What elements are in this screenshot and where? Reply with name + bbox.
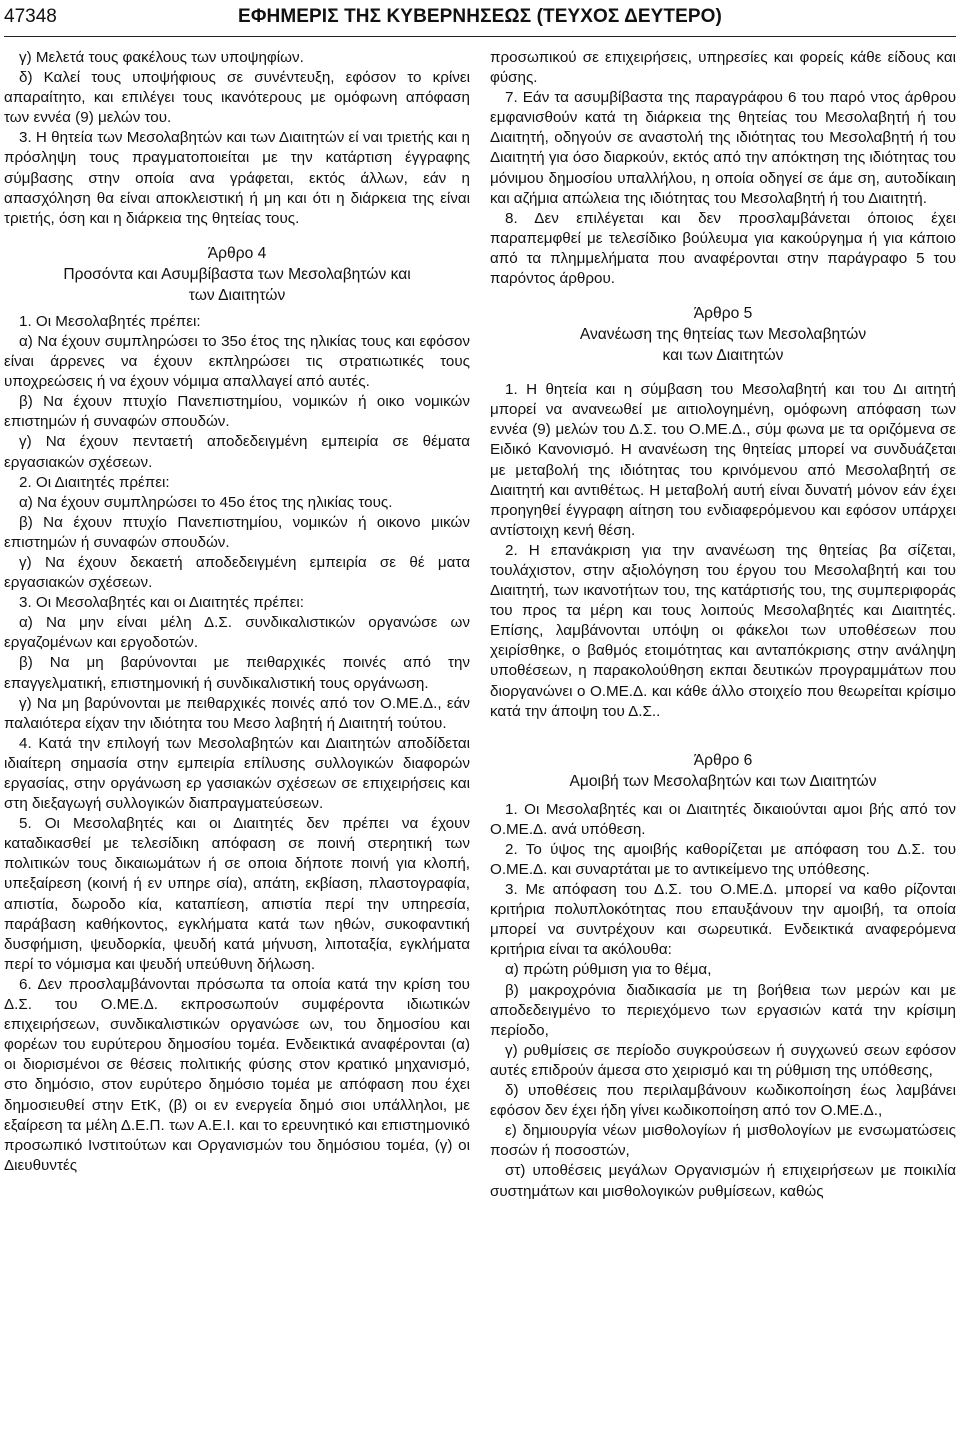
article-6-heading xyxy=(490,750,956,792)
article-title: και των Διαιτητών xyxy=(662,347,784,365)
paragraph: 2. Το ύψος της αμοιβής καθορίζεται με απόφαση του Δ.Σ. του Ο.ΜΕ.Δ. και συναρτάται με το αντικείμενο της υπόθεσης. xyxy=(490,840,956,878)
paragraph: α) Να έχουν συμπληρώσει το 35ο έτος της ηλικίας τους και εφόσον είναι άρρενες να έχουν εκπληρώσει τις στρατιωτικές τους υποχρεώσεις ή να έχουν νόμιμα απαλλαγεί από αυτές. xyxy=(4,332,470,391)
paragraph: 3. Με απόφαση του Δ.Σ. του Ο.ΜΕ.Δ. μπορεί να καθο ρίζονται κριτήρια πολυπλοκότητας που επαυξάνουν την αμοιβή, τα οποία μπορεί να συντρέχουν και σωρευτικά. Ενδεικτικά αναφερόμενα κριτήρια είναι τα ακόλουθα: xyxy=(490,881,956,959)
paragraph: 7. Εάν τα ασυμβίβαστα της παραγράφου 6 του παρό ντος άρθρου εμφανισθούν κατά τη διάρκεια της θητείας του Μεσολαβητή ή του Διαιτητή, οδηγούν σε αναστολή της ιδιότητας του Μεσολαβητή ή του Διαιτητή για όσο διαρκούν, εκτός από την απόκτηση της ιδιότητας του μόνιμου δημοσίου υπαλλήλου, η οποία οδηγεί σε άμε ση, αυτοδίκαιη και αζήμια απώλεια της ιδιότητας του Μεσολαβητή ή του Διαιτητή. xyxy=(490,89,956,207)
paragraph: 1. Οι Μεσολαβητές και οι Διαιτητές δικαιούνται αμοι βής από τον Ο.ΜΕ.Δ. ανά υπόθεση. xyxy=(490,800,956,838)
paragraph: στ) υποθέσεις μεγάλων Οργανισμών ή επιχειρήσεων με ποικιλία συστημάτων και μισθολογικών ρυθμίσεων, καθώς xyxy=(490,1162,956,1200)
paragraph: 4. Κατά την επιλογή των Μεσολαβητών και Διαιτητών αποδίδεται ιδιαίτερη σημασία στην εμπειρία επίλυσης συλλογικών διαφορών εργασίας, στην οργάνωση ερ γασιακών σχέσεων σε επιχειρήσεις και στη διεξαγωγή συλλογικών διαπραγματεύσεων. xyxy=(4,734,470,813)
left-column xyxy=(4,48,470,1176)
journal-title: ΕΦΗΜΕΡΙΣ ΤΗΣ ΚΥΒΕΡΝΗΣΕΩΣ (ΤΕΥΧΟΣ ΔΕΥΤΕΡΟ) xyxy=(238,6,722,27)
article-4-heading xyxy=(4,243,470,306)
paragraph: γ) Να έχουν πενταετή αποδεδειγμένη εμπειρία σε θέματα εργασιακών σχέσεων. xyxy=(4,433,470,471)
paragraph: προσωπικού σε επιχειρήσεις, υπηρεσίες και φορείς κάθε είδους και φύσης. xyxy=(490,49,956,87)
page-number: 47348 xyxy=(4,6,57,27)
article-number: Άρθρο 6 xyxy=(693,751,753,769)
paragraph: ε) δημιουργία νέων μισθολογίων ή μισθολογίων με ενσωματώσεις ποσών ή ποσοστών, xyxy=(490,1122,956,1160)
paragraph: β) μακροχρόνια διαδικασία με τη βοήθεια των μερών και με αποδεδειγμένο το περιεχόμενο των εργασιών κατά την κρίσιμη περίοδο, xyxy=(490,981,956,1039)
paragraph: 5. Οι Μεσολαβητές και οι Διαιτητές δεν πρέπει να έχουν καταδικασθεί με τελεσίδικη απόφαση σε ποινή στερητική των πολιτικών τους δικαιωμάτων ή σε οποια δήποτε ποινή για κλοπή, υπεξαίρεση (κοινή ή εν υπηρε σία), απάτη, εκβίαση, πλαστογραφία, απιστία, δωροδο κία, καταπίεση, απιστία περί την υπηρεσία, παράβαση καθήκοντος, εγκλήματα κατά των ηθών, συκοφαντική δυσφήμιση, ψευδορκία, ψευδή κατά μήνυση, λιποταξία, εγκλήματα περί το νόμισμα και ψευδή υπεύθυνη δήλωση. xyxy=(4,815,470,973)
paragraph: δ) Καλεί τους υποψήφιους σε συνέντευξη, εφόσον το κρίνει απαραίτητο, και επιλέγει τους ικανότερους με ομόφωνη απόφαση των εννέα (9) μελών του. xyxy=(4,69,470,127)
paragraph: γ) Να έχουν δεκαετή αποδεδειγμένη εμπειρία σε θέ ματα εργασιακών σχέσεων. xyxy=(4,553,470,592)
paragraph: α) Να μην είναι μέλη Δ.Σ. συνδικαλιστικών οργανώσε ων εργαζομένων και εργοδοτών. xyxy=(4,614,470,652)
paragraph: 3. Η θητεία των Μεσολαβητών και των Διαιτητών εί ναι τριετής και η πρόσληψη τους πραγματοποιείται με την κατάρτιση έγγραφης σύμβασης στην οποία ανα γράφεται, εκτός άλλων, εάν η απασχόληση θα είναι αποκλειστική ή μη και ότι η διάρκεια της είναι τριετής, όση και η διάρκεια της θητείας τους. xyxy=(4,129,470,227)
paragraph: β) Να μη βαρύνονται με πειθαρχικές ποινές από την επαγγελματική, επιστημονική ή συνδικαλιστική τους οργάνωση. xyxy=(4,654,470,692)
article-number: Άρθρο 4 xyxy=(207,244,267,262)
paragraph: γ) Να μη βαρύνονται με πειθαρχικές ποινές από τον Ο.ΜΕ.Δ., εάν παλαιότερα είχαν την ιδιότητα του Μεσο λαβητή ή Διαιτητή τούτου. xyxy=(4,694,470,732)
paragraph: β) Να έχουν πτυχίο Πανεπιστημίου, νομικών ή οικο νομικών επιστημών ή συναφών σπουδών. xyxy=(4,393,470,431)
article-5-heading xyxy=(490,303,956,366)
paragraph: 1. Οι Μεσολαβητές πρέπει: xyxy=(19,312,201,330)
paragraph: α) πρώτη ρύθμιση για το θέμα, xyxy=(505,961,712,979)
article-title: Ανανέωση της θητείας των Μεσολαβητών xyxy=(579,326,867,344)
paragraph: 3. Οι Μεσολαβητές και οι Διαιτητές πρέπει: xyxy=(19,594,305,612)
paragraph: 2. Οι Διαιτητές πρέπει: xyxy=(19,473,170,491)
header-rule xyxy=(4,36,956,37)
page-header xyxy=(4,4,956,34)
paragraph: γ) ρυθμίσεις σε περίοδο συγκρούσεων ή συγχωνεύ σεων εφόσον αυτές επιδρούν άμεσα στο χειρισμό και τη ρύθμιση της υπόθεσης, xyxy=(490,1041,956,1079)
paragraph: 6. Δεν προσλαμβάνονται πρόσωπα τα οποία κατά την κρίση του Δ.Σ. του Ο.ΜΕ.Δ. εκπροσωπούν συμφέροντα ιδιωτικών επιχειρήσεων, συνδικαλιστικών οργανώσε ων, του δημοσίου και φορέων του ευρύτερου δημοσίου τομέα. Ενδεικτικά αναφέρονται (α) οι διορισμένοι σε θέσεις πολιτικής φύσης στον κρατικό μηχανισμό, στο δημόσιο, στον ευρύτερο δημόσιο τομέα με απόφαση που έχει δημοσιευθεί στην ΕτΚ, (β) οι εν ενεργεία δημό σιοι υπάλληλοι, με εξαίρεση τα μέλη Δ.Ε.Π. των Α.Ε.Ι. και το ερευνητικό και επιστημονικό προσωπικό Ινστιτούτων και Οργανισμών του δημόσιου τομέα, (γ) οι Διευθυντές xyxy=(4,975,470,1174)
article-number: Άρθρο 5 xyxy=(693,305,753,323)
article-title: Αμοιβή των Μεσολαβητών και των Διαιτητών xyxy=(569,772,877,790)
article-title: των Διαιτητών xyxy=(188,286,286,304)
paragraph: α) Να έχουν συμπληρώσει το 45ο έτος της ηλικίας τους. xyxy=(19,493,393,511)
paragraph: 8. Δεν επιλέγεται και δεν προσλαμβάνεται όποιος έχει παραπεμφθεί με τελεσίδικο βούλευμα για κακούργημα ή για κάποιο από τα πλημμελήματα που αναφέρονται στην παράγραφο 5 του παρόντος άρθρου. xyxy=(490,209,956,288)
paragraph: δ) υποθέσεις που περιλαμβάνουν κωδικοποίηση έως λαμβάνει εφόσον δεν έχει ήδη γίνει κωδικοποίηση από τον Ο.ΜΕ.Δ., xyxy=(490,1082,956,1120)
paragraph: 1. Η θητεία και η σύμβαση του Μεσολαβητή και του Δι αιτητή μπορεί να ανανεωθεί με αιτιολογημένη, ομόφωνη απόφαση των εννέα (9) μελών του Δ.Σ. του Ο.ΜΕ.Δ., σύμ φωνα με τα οριζόμενα σε Ειδικό Κανονισμό. Η ανανέωση της θητείας μπορεί να συνδυάζεται με μεταβολή της ιδιότητας του κρινόμενου από Μεσολαβητή σε Διαιτητή και αντιθέτως. Η μεταβολή αυτή είναι δυνατή μόνον εάν έχει προηγηθεί έγγραφη αίτηση του ενδιαφερόμενου και εφόσον υπάρχει αντίστοιχη κενή θέση. xyxy=(490,381,956,539)
paragraph: β) Να έχουν πτυχίο Πανεπιστημίου, νομικών ή οικονο μικών επιστημών ή συναφών σπουδών. xyxy=(4,513,470,551)
article-title: Προσόντα και Ασυμβίβαστα των Μεσολαβητών και xyxy=(63,265,411,283)
paragraph: γ) Μελετά τους φακέλους των υποψηφίων. xyxy=(19,49,304,66)
right-column xyxy=(490,48,956,1202)
paragraph: 2. Η επανάκριση για την ανανέωση της θητείας βα σίζεται, τουλάχιστον, στην αξιολόγηση του έργου του Μεσολαβητή και του Διαιτητή, των ικανοτήτων του, της κατάρτισής του, της συμπεριφοράς του προς τα μέρη και τους λοιπούς Μεσολαβητές και Διαιτητές. Επίσης, λαμβάνονται υπόψη οι φάκελοι των υποθέσεων που χειρίσθηκε, ο βαθμός ετοιμότητας και ανταπόκρισης στην ανάληψη υποθέσεων, η παρακολούθηση εκπαι δευτικών προγραμμάτων που διοργανώνει ο Ο.ΜΕ.Δ. και κάθε άλλο στοιχείο που θεωρείται κρίσιμο κατά την άποψη του Δ.Σ.. xyxy=(490,541,956,720)
